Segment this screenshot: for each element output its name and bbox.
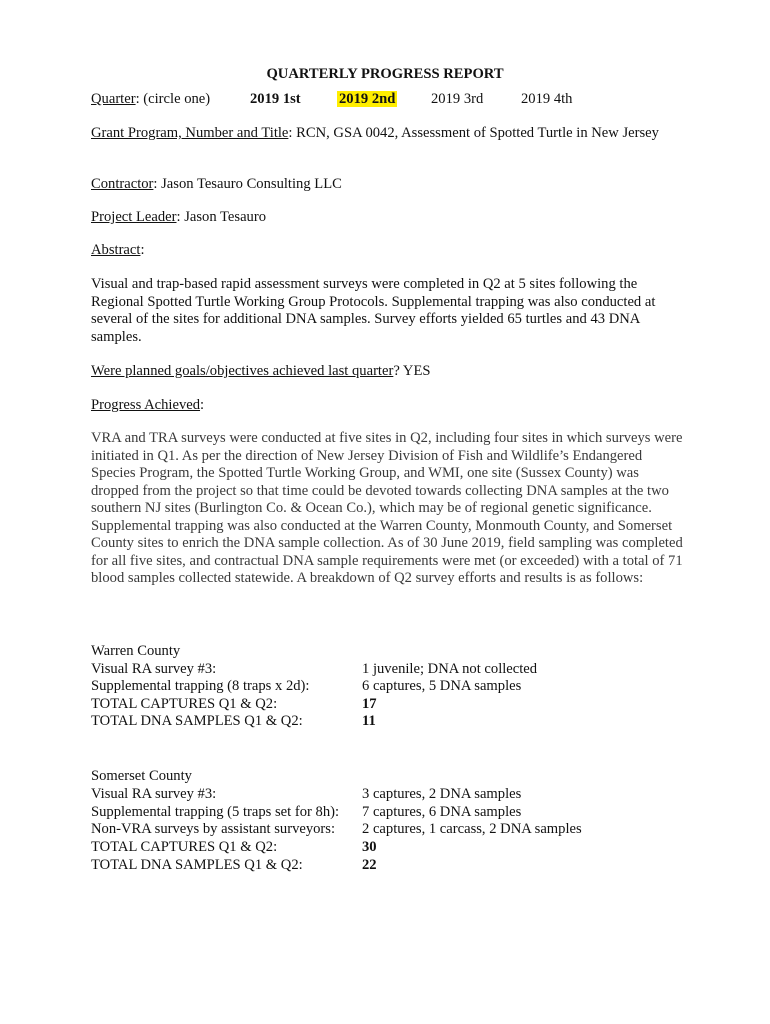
warren-row xyxy=(91,678,691,696)
somerset-row xyxy=(91,821,691,839)
warren-row xyxy=(91,713,691,731)
row-label: TOTAL DNA SAMPLES Q1 & Q2: xyxy=(91,857,303,873)
row-label: Visual RA survey #3: xyxy=(91,661,217,677)
row-value: 6 captures, 5 DNA samples xyxy=(362,678,522,694)
progress-label: Progress Achieved xyxy=(91,397,201,413)
contractor-value: : Jason Tesauro Consulting LLC xyxy=(153,176,342,192)
somerset-county-heading xyxy=(91,768,691,786)
county-name: Warren County xyxy=(91,643,181,659)
row-label: Visual RA survey #3: xyxy=(91,786,217,802)
abstract-text: Visual and trap-based rapid assessment surveys were completed in Q2 at 5 sites following the Regional Spotted Turtle Working Group Protocols. Supplemental trapping was also conducted at several of the sites for additional DNA samples. Survey efforts yielded 65 turtles and 43 DNA samples. xyxy=(91,276,656,345)
goals-question xyxy=(91,363,691,381)
quarter-line xyxy=(91,91,210,109)
quarter-hint: : (circle one) xyxy=(135,91,211,107)
progress-heading xyxy=(91,397,691,415)
leader-value: : Jason Tesauro xyxy=(176,209,267,225)
somerset-row xyxy=(91,857,691,875)
grant-program xyxy=(91,125,691,143)
abstract-heading xyxy=(91,242,691,260)
progress-text: VRA and TRA surveys were conducted at five sites in Q2, including four sites in which surveys were initiated in Q1. As per the direction of New Jersey Division of Fish and Wildlife’s Endangered Species Program, the Spotted Turtle Working Group, and WMI, one site (Sussex County) was dropped from the project so that time could be devoted towards collecting DNA samples at the two southern NJ sites (Burlington Co. & Ocean Co.), which may be of regional genetic significance. Supplemental trapping was also conducted at the Warren County, Monmouth County, and Somerset County sites to enrich the DNA sample collection. As of 30 June 2019, field sampling was completed for all five sites, and contractual DNA sample requirements were met (or exceeded) with a total of 71 blood samples collected statewide. A breakdown of Q2 survey efforts and results is as follows: xyxy=(91,430,683,586)
row-label: Non-VRA surveys by assistant surveyors: xyxy=(91,821,336,837)
row-label: Supplemental trapping (8 traps x 2d): xyxy=(91,678,310,694)
row-label: Supplemental trapping (5 traps set for 8h): xyxy=(91,804,340,820)
project-leader xyxy=(91,209,691,227)
row-value: 17 xyxy=(362,696,377,712)
county-name: Somerset County xyxy=(91,768,192,784)
progress-colon: : xyxy=(200,397,205,413)
row-label: TOTAL CAPTURES Q1 & Q2: xyxy=(91,839,278,855)
goals-label: Were planned goals/objectives achieved last quarter xyxy=(91,363,394,379)
grant-value: : RCN, GSA 0042, Assessment of Spotted Turtle in New Jersey xyxy=(288,125,659,141)
leader-label: Project Leader xyxy=(91,209,177,225)
somerset-row xyxy=(91,839,691,857)
abstract-label: Abstract xyxy=(91,242,141,258)
warren-county-heading xyxy=(91,643,691,661)
quarter-label: Quarter xyxy=(91,91,136,107)
warren-row xyxy=(91,661,691,679)
warren-row xyxy=(91,696,691,714)
row-value: 11 xyxy=(362,713,376,729)
row-value: 3 captures, 2 DNA samples xyxy=(362,786,522,802)
quarter-option-2-selected xyxy=(337,91,397,109)
somerset-row xyxy=(91,786,691,804)
report-title: QUARTERLY PROGRESS REPORT xyxy=(266,66,504,82)
quarter-option-3: 2019 3rd xyxy=(431,91,484,107)
goals-value: ? YES xyxy=(393,363,431,379)
quarter-highlight: 2019 2nd xyxy=(339,91,396,107)
row-value: 2 captures, 1 carcass, 2 DNA samples xyxy=(362,821,582,837)
row-value: 22 xyxy=(362,857,377,873)
row-label: TOTAL CAPTURES Q1 & Q2: xyxy=(91,696,278,712)
row-value: 1 juvenile; DNA not collected xyxy=(362,661,538,677)
contractor-label: Contractor xyxy=(91,176,154,192)
abstract-colon: : xyxy=(140,242,145,258)
row-value: 7 captures, 6 DNA samples xyxy=(362,804,522,820)
row-label: TOTAL DNA SAMPLES Q1 & Q2: xyxy=(91,713,303,729)
grant-label: Grant Program, Number and Title xyxy=(91,125,289,141)
contractor xyxy=(91,176,691,194)
quarter-option-1: 2019 1st xyxy=(250,91,301,107)
somerset-row xyxy=(91,804,691,822)
row-value: 30 xyxy=(362,839,377,855)
quarter-option-4: 2019 4th xyxy=(521,91,573,107)
